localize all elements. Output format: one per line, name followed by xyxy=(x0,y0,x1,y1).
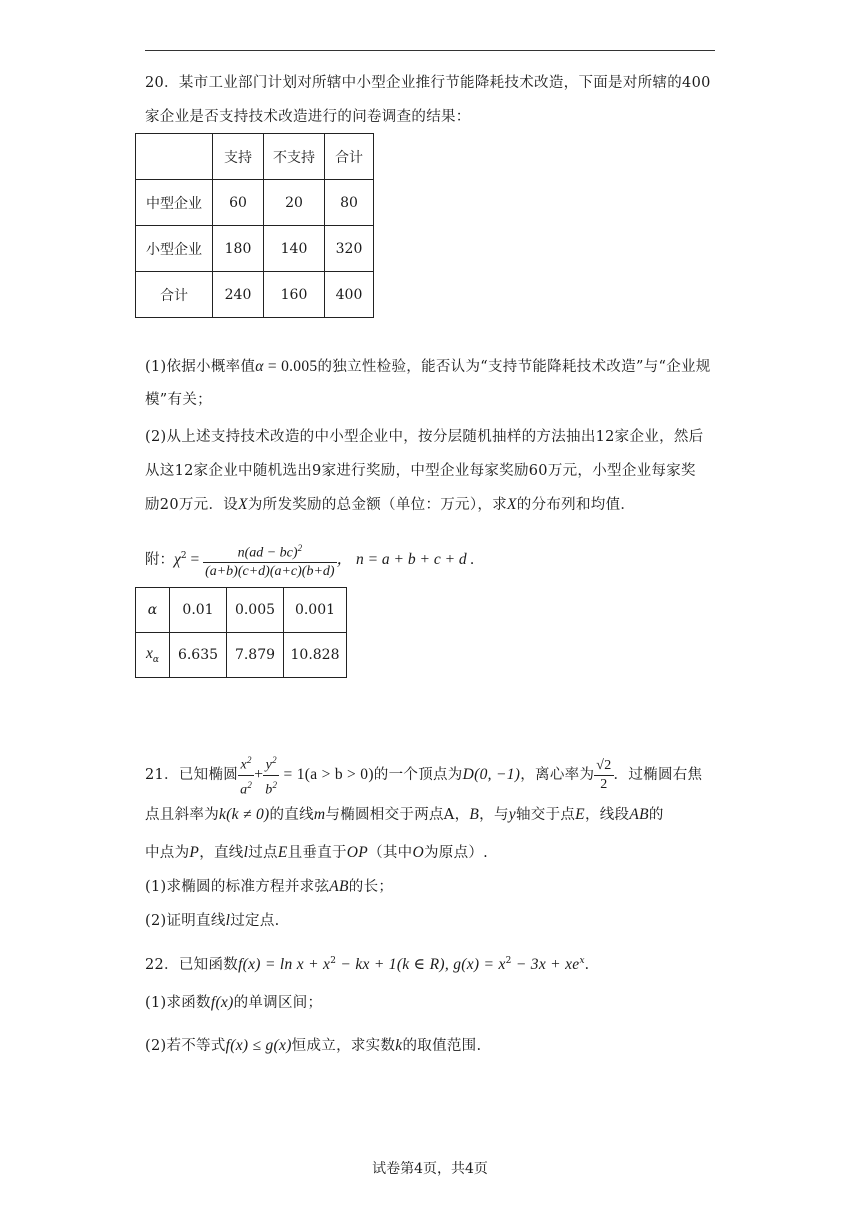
text-run: (1)求函数 xyxy=(145,995,211,1011)
text-run: 中点为 xyxy=(145,845,190,861)
math-X: X xyxy=(238,496,248,513)
page-footer: 试卷第4页，共4页 xyxy=(372,1161,488,1177)
table-cell: 180 xyxy=(213,226,264,272)
text-run: 21．已知椭圆 xyxy=(145,767,239,784)
fraction-denominator: 2 xyxy=(600,776,608,792)
fraction-numerator: n(ad − bc) xyxy=(237,545,298,561)
header-rule xyxy=(145,50,715,51)
table-cell: 20 xyxy=(264,180,325,226)
text-run: 的单调区间； xyxy=(233,995,323,1011)
math-O: O xyxy=(412,844,424,861)
table-cell: 7.879 xyxy=(227,633,284,678)
text-run: 点且斜率为 xyxy=(145,807,219,823)
math-fraction xyxy=(263,752,279,798)
math-g-tail: − 3x + xe xyxy=(511,955,580,973)
math-AB: AB xyxy=(629,806,649,823)
table-cell: 0.005 xyxy=(227,588,284,633)
math-g-definition: − kx + 1(k ∈ R), g(x) = x xyxy=(336,955,506,973)
text-run: 的分布列和均值． xyxy=(516,497,636,513)
table-row xyxy=(136,226,374,272)
table-row xyxy=(136,272,374,318)
math-equals: = xyxy=(186,550,204,568)
table-cell: α xyxy=(136,588,170,633)
math-fraction xyxy=(203,540,337,581)
math-exponent: 2 xyxy=(505,956,512,966)
math-exponent: 2 xyxy=(272,755,277,765)
table-cell: 80 xyxy=(325,180,374,226)
text-run: 恒成立，求实数 xyxy=(291,1038,396,1054)
table-cell: 6.635 xyxy=(170,633,227,678)
table-cell: 0.01 xyxy=(170,588,227,633)
math-AB: AB xyxy=(329,878,349,895)
math-value: = 0.005 xyxy=(263,358,318,375)
text-run: 为原点）. xyxy=(423,845,489,861)
math-OP: OP xyxy=(346,844,369,861)
q21-stem-line3 xyxy=(145,843,488,863)
math-f-definition: f(x) = ln x + x xyxy=(238,955,331,973)
math-exponent: 2 xyxy=(247,779,253,790)
q21-part1 xyxy=(145,877,393,897)
q20-part2-line3 xyxy=(145,495,635,515)
text-run: 的独立性检验，能否认为“支持节能降耗技术改造”与“企业规 xyxy=(317,359,711,375)
text-run: ，直线 xyxy=(199,845,244,861)
math-exponent: 2 xyxy=(180,551,187,561)
table-cell: 160 xyxy=(264,272,325,318)
math-subscript: α xyxy=(152,654,159,665)
q22-stem xyxy=(145,951,589,975)
table-row xyxy=(136,633,347,678)
survey-table xyxy=(135,133,374,318)
math-B: B xyxy=(469,806,480,823)
table-cell: 支持 xyxy=(213,134,264,180)
q21-stem-line1 xyxy=(145,752,702,798)
math-n-definition: ， n = a + b + c + d . xyxy=(336,550,475,568)
table-cell xyxy=(136,633,170,678)
text-run: (2)证明直线 xyxy=(145,913,226,929)
math-fraction xyxy=(594,758,613,793)
math-period: . xyxy=(584,955,590,973)
q22-part1 xyxy=(145,993,322,1013)
table-cell: 60 xyxy=(213,180,264,226)
text-run: ，与 xyxy=(479,807,509,823)
text-run: 的取值范围. xyxy=(402,1038,482,1054)
text-run: 过定点. xyxy=(230,913,280,929)
math-exponent: x xyxy=(579,956,585,966)
critical-value-table xyxy=(135,587,347,678)
q20-stem-line1: 20．某市工业部门计划对所辖中小型企业推行节能降耗技术改造，下面是对所辖的400 xyxy=(145,75,711,91)
math-y: y xyxy=(508,806,516,823)
fraction-numerator: x xyxy=(240,757,247,773)
q20-part2-line2: 从这12家企业中随机选出9家进行奖励，中型企业每家奖励60万元，小型企业每家奖 xyxy=(145,463,696,479)
table-cell: 0.001 xyxy=(284,588,347,633)
text-run: ．过椭圆右焦 xyxy=(613,767,703,784)
math-plus: + xyxy=(254,766,264,784)
table-cell: 320 xyxy=(325,226,374,272)
fraction-denominator: b xyxy=(265,782,273,798)
math-l: l xyxy=(225,912,231,929)
math-E: E xyxy=(575,806,585,823)
table-row xyxy=(136,134,374,180)
fraction-denominator: (a+b)(c+d)(a+c)(b+d) xyxy=(205,564,335,580)
math-exponent: 2 xyxy=(246,755,252,765)
math-f: f(x) xyxy=(210,994,234,1011)
fraction-denominator: a xyxy=(240,782,248,798)
table-cell: 10.828 xyxy=(284,633,347,678)
q22-part2 xyxy=(145,1036,481,1056)
text-run: 的直线 xyxy=(269,807,314,823)
text-run: 附： xyxy=(145,551,174,568)
text-run: 的一个顶点为 xyxy=(373,767,463,784)
text-run: 22．已知函数 xyxy=(145,956,239,973)
table-cell: 240 xyxy=(213,272,264,318)
text-run: 且垂直于 xyxy=(287,845,347,861)
math-chi: χ xyxy=(174,550,181,568)
q21-part2 xyxy=(145,911,280,931)
text-run: ，线段 xyxy=(584,807,630,823)
math-E: E xyxy=(277,844,288,861)
text-run: (1)求椭圆的标准方程并求弦 xyxy=(145,879,330,895)
table-cell xyxy=(136,134,213,180)
text-run: 轴交于点 xyxy=(515,807,576,823)
math-slope: k(k ≠ 0) xyxy=(219,806,270,823)
text-run: （其中 xyxy=(368,845,413,861)
table-cell: 140 xyxy=(264,226,325,272)
math-exponent: 2 xyxy=(330,956,337,966)
math-exponent: 2 xyxy=(297,542,303,553)
text-run: 励20万元．设 xyxy=(145,497,239,513)
table-cell: 合计 xyxy=(136,272,213,318)
math-k: k xyxy=(395,1037,403,1054)
text-run: 的 xyxy=(648,807,664,823)
text-run: 与椭圆相交于两点A， xyxy=(325,807,470,823)
table-cell: 小型企业 xyxy=(136,226,213,272)
math-m: m xyxy=(313,806,326,823)
table-cell: 中型企业 xyxy=(136,180,213,226)
math-condition: = 1(a > b > 0) xyxy=(279,766,374,784)
q20-part1-line1 xyxy=(145,357,711,377)
text-run: ，离心率为 xyxy=(520,767,595,784)
text-run: (1)依据小概率值 xyxy=(145,359,256,375)
text-run: 的长； xyxy=(348,879,394,895)
math-P: P xyxy=(189,844,200,861)
math-vertex-D: D(0, −1) xyxy=(462,766,521,784)
table-cell: 不支持 xyxy=(264,134,325,180)
math-fraction xyxy=(238,752,254,798)
q21-stem-line2 xyxy=(145,805,664,825)
fraction-numerator: y xyxy=(265,757,273,773)
text-run: (2)若不等式 xyxy=(145,1038,226,1054)
table-row xyxy=(136,180,374,226)
math-alpha: α xyxy=(255,358,264,375)
text-run: 过点 xyxy=(248,845,278,861)
table-row xyxy=(136,588,347,633)
math-l: l xyxy=(243,844,249,861)
fraction-numerator: √2 xyxy=(594,758,613,776)
math-X: X xyxy=(507,496,517,513)
q20-part1-line2: 模”有关； xyxy=(145,392,212,408)
math-inequality: f(x) ≤ g(x) xyxy=(225,1037,292,1054)
table-cell: 400 xyxy=(325,272,374,318)
math-exponent: 2 xyxy=(272,779,278,790)
chi-square-formula xyxy=(145,536,474,580)
math-x: x xyxy=(146,645,153,663)
text-run: 为所发奖励的总金额（单位：万元），求 xyxy=(247,497,507,513)
q20-stem-line2: 家企业是否支持技术改造进行的问卷调查的结果： xyxy=(145,109,471,125)
table-cell: 合计 xyxy=(325,134,374,180)
q20-part2-line1: (2)从上述支持技术改造的中小型企业中，按分层随机抽样的方法抽出12家企业，然后 xyxy=(145,429,704,445)
